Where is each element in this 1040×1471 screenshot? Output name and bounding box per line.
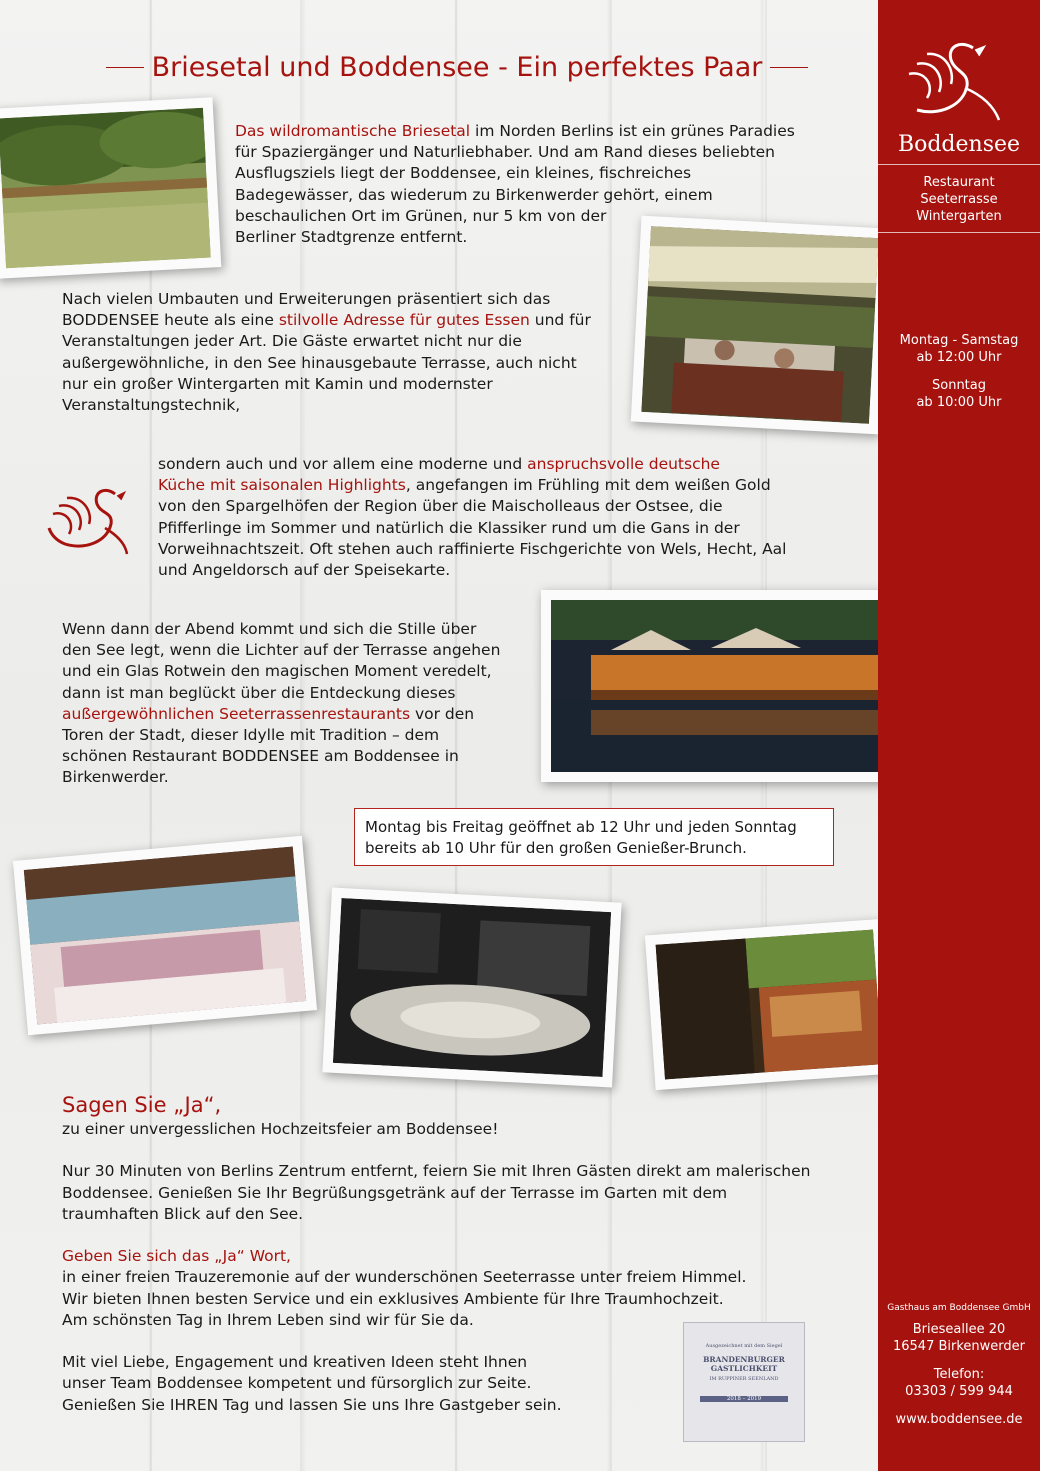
renovation-line: Veranstaltungen jeder Art. Die Gäste erwartet nicht nur die xyxy=(62,332,522,351)
badge-top-text: Ausgezeichnet mit dem Siegel xyxy=(705,1343,783,1349)
wedding-line: unser Team Boddensee kompetent und fürsorglich zur Seite. xyxy=(62,1374,532,1393)
hours-days: Sonntag xyxy=(932,378,986,393)
wedding-line: traumhaften Blick auf den See. xyxy=(62,1204,304,1223)
intro-line: Ausflugsziels liegt der Boddensee, ein kleines, fischreiches xyxy=(235,164,692,183)
photo-lake xyxy=(0,97,221,279)
renovation-line: und für xyxy=(529,311,591,330)
kitchen-highlight: Küche mit saisonalen Highlights xyxy=(158,476,406,495)
renovation-highlight: stilvolle Adresse für gutes Essen xyxy=(278,311,530,330)
address-city: 16547 Birkenwerder xyxy=(892,1339,1025,1354)
photo-terrace xyxy=(631,216,889,435)
wedding-line: Genießen Sie IHREN Tag und lassen Sie uns Ihre Gastgeber sein. xyxy=(62,1395,562,1414)
opening-hours-line: bereits ab 10 Uhr für den großen Genießer-Brunch. xyxy=(365,839,747,857)
renovation-line: BODDENSEE heute als eine xyxy=(62,311,279,330)
quality-seal-badge xyxy=(683,1322,805,1442)
lake-image xyxy=(0,108,211,269)
opening-hours-line: Montag bis Freitag geöffnet ab 12 Uhr und jeden Sonntag xyxy=(365,818,797,836)
hours-time: ab 12:00 Uhr xyxy=(916,350,1002,365)
evening-line: Wenn dann der Abend kommt und sich die Stille über xyxy=(62,620,477,638)
evening-line: schönen Restaurant BODDENSEE am Boddensee in xyxy=(62,747,459,766)
wedding-line: Wir bieten Ihnen besten Service und ein exklusives Ambiente für Ihre Traumhochzeit. xyxy=(62,1289,724,1308)
wedding-line: zu einer unvergesslichen Hochzeitsfeier am Boddensee! xyxy=(62,1120,499,1138)
kitchen-line: von den Spargelhöfen der Region über die Maischolleaus der Ostsee, die xyxy=(158,497,723,516)
website-link[interactable]: www.boddensee.de xyxy=(895,1412,1023,1427)
kitchen-line: Vorweihnachtszeit. Oft stehen auch raffinierte Fischgerichte von Wels, Hecht, Aal xyxy=(158,539,787,558)
wedding-subheading: Geben Sie sich das „Ja“ Wort, xyxy=(62,1247,291,1266)
evening-line: Toren der Stadt, dieser Idylle mit Tradition – dem xyxy=(62,726,440,745)
intro-line: beschaulichen Ort im Grünen, nur 5 km von der xyxy=(235,206,607,225)
phone-label: Telefon: xyxy=(933,1367,985,1382)
renovation-paragraph xyxy=(62,289,622,416)
wedding-line: Am schönsten Tag in Ihrem Leben sind wir für Sie da. xyxy=(62,1310,474,1329)
kitchen-paragraph xyxy=(158,454,838,581)
divider xyxy=(878,164,1040,165)
intro-line: Berliner Stadtgrenze entfernt. xyxy=(235,228,468,247)
renovation-line: Nach vielen Umbauten und Erweiterungen präsentiert sich das xyxy=(62,290,551,308)
hours-time: ab 10:00 Uhr xyxy=(916,395,1002,410)
dining-room-image xyxy=(333,898,611,1077)
wedding-heading: Sagen Sie „Ja“, xyxy=(62,1093,222,1117)
badge-region: IM RUPPINER SEENLAND xyxy=(709,1376,779,1382)
kitchen-line: , angefangen im Frühling mit dem weißen Gold xyxy=(405,476,771,495)
company-name: Gasthaus am Boddensee GmbH xyxy=(887,1303,1031,1313)
evening-line: und ein Glas Rotwein den magischen Moment veredelt, xyxy=(62,662,492,681)
opening-hours-box xyxy=(354,808,834,866)
tagline-item: Seeterrasse xyxy=(920,192,998,207)
evening-paragraph xyxy=(62,619,532,789)
page-title xyxy=(70,52,844,83)
kitchen-line: sondern auch und vor allem eine moderne und xyxy=(158,455,528,473)
renovation-line: außergewöhnliche, in den See hinausgebaute Terrasse, auch nicht xyxy=(62,353,577,372)
sidebar xyxy=(878,0,1040,1471)
kitchen-highlight: anspruchsvolle deutsche xyxy=(527,455,720,473)
tagline xyxy=(878,174,1040,225)
address-street: Brieseallee 20 xyxy=(912,1322,1006,1337)
tagline-item: Restaurant xyxy=(923,175,995,190)
swan-icon xyxy=(45,484,135,562)
tagline-item: Wintergarten xyxy=(916,209,1002,224)
photo-buffet xyxy=(645,919,893,1090)
address xyxy=(878,1321,1040,1428)
wedding-line: in einer freien Trauzeremonie auf der wunderschönen Seeterrasse unter freiem Himmel. xyxy=(62,1268,747,1287)
brand-name: Boddensee xyxy=(897,132,1021,157)
evening-line: den See legt, wenn die Lichter auf der Terrasse angehen xyxy=(62,641,501,660)
kitchen-line: Pfifferlinge im Sommer und natürlich die Klassiker rund um die Gans in der xyxy=(158,518,740,537)
kitchen-line: und Angeldorsch auf der Speisekarte. xyxy=(158,561,451,580)
evening-line: vor den xyxy=(410,704,475,723)
divider xyxy=(878,232,1040,233)
page-title-text: Briesetal und Boddensee - Ein perfektes Paar xyxy=(151,52,763,83)
badge-name: BRANDENBURGER GASTLICHKEIT xyxy=(703,1355,785,1373)
intro-line: im Norden Berlins ist ein grünes Paradies xyxy=(470,122,795,140)
title-rule-right xyxy=(770,67,808,68)
terrace-image xyxy=(641,226,878,424)
evening-highlight: außergewöhnlichen Seeterrassenrestaurants xyxy=(62,704,411,723)
photo-banquet xyxy=(13,836,317,1036)
title-rule-left xyxy=(106,67,144,68)
evening-line: dann ist man beglückt über die Entdeckung dieses xyxy=(62,683,456,702)
evening-line: Birkenwerder. xyxy=(62,768,169,787)
renovation-line: nur ein großer Wintergarten mit Kamin und modernster xyxy=(62,374,493,393)
photo-dining-room xyxy=(322,888,621,1088)
wedding-line: Boddensee. Genießen Sie Ihr Begrüßungsgetränk auf der Terrasse im Garten mit dem xyxy=(62,1183,728,1202)
wedding-line: Mit viel Liebe, Engagement und kreativen Ideen steht Ihnen xyxy=(62,1353,528,1372)
intro-line: für Spaziergänger und Naturliebhaber. Und am Rand dieses beliebten xyxy=(235,143,776,162)
intro-line: Badegewässer, das wiederum zu Birkenwerder gehört, einem xyxy=(235,185,713,204)
intro-highlight: Das wildromantische Briesetal xyxy=(235,122,471,140)
renovation-line: Veranstaltungstechnik, xyxy=(62,396,241,415)
banquet-image xyxy=(24,847,306,1025)
wedding-line: Nur 30 Minuten von Berlins Zentrum entfernt, feiern Sie mit Ihren Gästen direkt am malerischen xyxy=(62,1162,811,1181)
badge-years: 2018 – 2019 xyxy=(700,1396,788,1402)
opening-hours xyxy=(878,332,1040,411)
phone-number: 03303 / 599 944 xyxy=(905,1384,1013,1399)
buffet-image xyxy=(656,930,883,1080)
hours-days: Montag - Samstag xyxy=(899,333,1019,348)
swan-logo-icon xyxy=(903,40,1013,125)
